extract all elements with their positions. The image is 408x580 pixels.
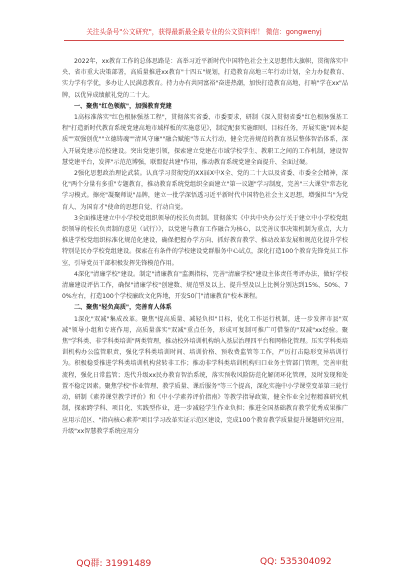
body-paragraph: 3全面推进建立中小学校党组织领导的校长负责制。贯彻落实《中共中央办公厅关于建立中小学校党组织领导的校长负责制的意见（试行）》，以党建与教育工作融合为核心，以完善议事决策机制为重点，大力推进学校党组织标准化规范化建设，确保把握办学方向、抓好教育教学、推动改革发展和规范化提升学校特别是民办学校党组建设。探索在有条件的学校建设党群服务中心试点，深化打造100个教育先锋党员工作室，引导党员干部积极发挥先锋模范作用。 [62, 214, 348, 267]
body-paragraph: 1深化"双减"集成改革。聚焦"提高质量、减轻负担"目标，优化工作运行机制，进一步发挥市县"双减"领导小组和专班作用，高质量落实"双减"重点任务，形成可复制可推广可借鉴的"双减"xx经验。聚焦"学科类、非学科类培训"两类管理，推动校外培训机构纳入基层治理四平台和网格化管理。压实学科类培训机构办公监管职责，强化学科类培训时间、培训价格、预收费监管等工作，严厉打击隐形变异培训行为。积极稳妥推进学科类培训机构营转非工作；推动非学科类培训机构归口业务主管部门管理，完善审批流程，强化日常监管；迭代升级xx民办教育智治系统，落实预收风险防范化解闭环化管理，及时发现和处置不稳定因素。聚焦学校"作业管理、教学质量、课后服务"等三个提高，深化实施中小学课堂变革第三轮行动，研制《素养课堂教学评价》和《中小学素养评价指南》等教学指导政策，健全作业全过程精准研究机制，探索跨学科、项目化、实践型作业，进一步减轻学生作业负担；推进全国基础教育教学优秀成果推广应用示范区、"指向核心素养"项目学习改革实证示范区建设，完成100个教育教学质量提升课题研究应用，升级"xx智慧教学系统应用分 [62, 315, 348, 435]
promo-banner: 关注头条号"公文研究"，获得最新最全最专业的公文资料库！ 微信：gongwenyj [86, 28, 322, 36]
section-heading: 一、聚焦"红色领航"，加强教育党建 [74, 102, 172, 110]
document-body [62, 56, 348, 437]
body-paragraph: 2022年，xx教育工作的总体思路是：高举习近平新时代中国特色社会主义思想伟大旗帜，贯彻落实中央、省市重大决策部署，高质量推进xx教育"十四五"规划，打造教育高地三年行动计划，全力办促教育、实力学有学优，多办让人民满意教育。持力办有共同富裕"奋进热潮，加快打造教育高地，打响"学在xx"品牌，以优异成绩献礼党的二十大。 [62, 58, 348, 99]
section-heading: 二、聚焦"轻负高质"，完善育人体系 [74, 304, 172, 312]
body-paragraph: 1高标准落实"红色根脉强基工程"，贯彻落实省委、市委要求，研制《深入贯彻省委"红色根脉强基工程"打造新时代教育系统党建高地市域样板的实施意见》，制定配套实施细则、目标任务，开展实施"固本提质""双强创优""立德铸魂""清风守廉""融合赋能"等五大行动，健全完善规范的教育基层整体智治体系，深入开展党建示范校建设。突出党建引领，探索建立党建在市域学校学生、教职工之间的工作机制，建设智慧党建平台，发挥"示范范博强，联盟促共建"作用，推动教育系统党建全面提升、全面过硬。 [62, 114, 348, 166]
footer-qq-id: QQ: 535304092 [260, 557, 332, 567]
banner-divider [64, 40, 344, 41]
body-paragraph: 4深化"清廉学校"建设。制定"清廉教育"监测指标，完善"清廉学校"建设主体责任考评办法，做好学校清廉建设评估工作，确保"清廉学校"创建数、规范型及以上、提升型及以上比例分别达到15%、50%、70%左右，打造100个学校廉政文化阵地，开发50门"清廉教育"校本课程。 [62, 270, 348, 301]
footer-qq-group: QQ群: 31991489 [76, 558, 152, 569]
body-paragraph: 2强化思想政治理论武装。认真学习贯彻党的XX届X中X全、党的二十大以及省委、市委全会精神，深化"两个分量有多重"专题教育，推动教育系统党组织全面建立"第一议题"学习制度，完善"三大课堂"常态化学习模式。擦亮"凝聚师说"品牌，建立一批学深悟透习近平新时代中国特色社会主义思想，增强担当"为党育人、为国育才"使命的思想自觉、行动自觉。 [62, 170, 348, 211]
footer-contact [22, 552, 386, 572]
